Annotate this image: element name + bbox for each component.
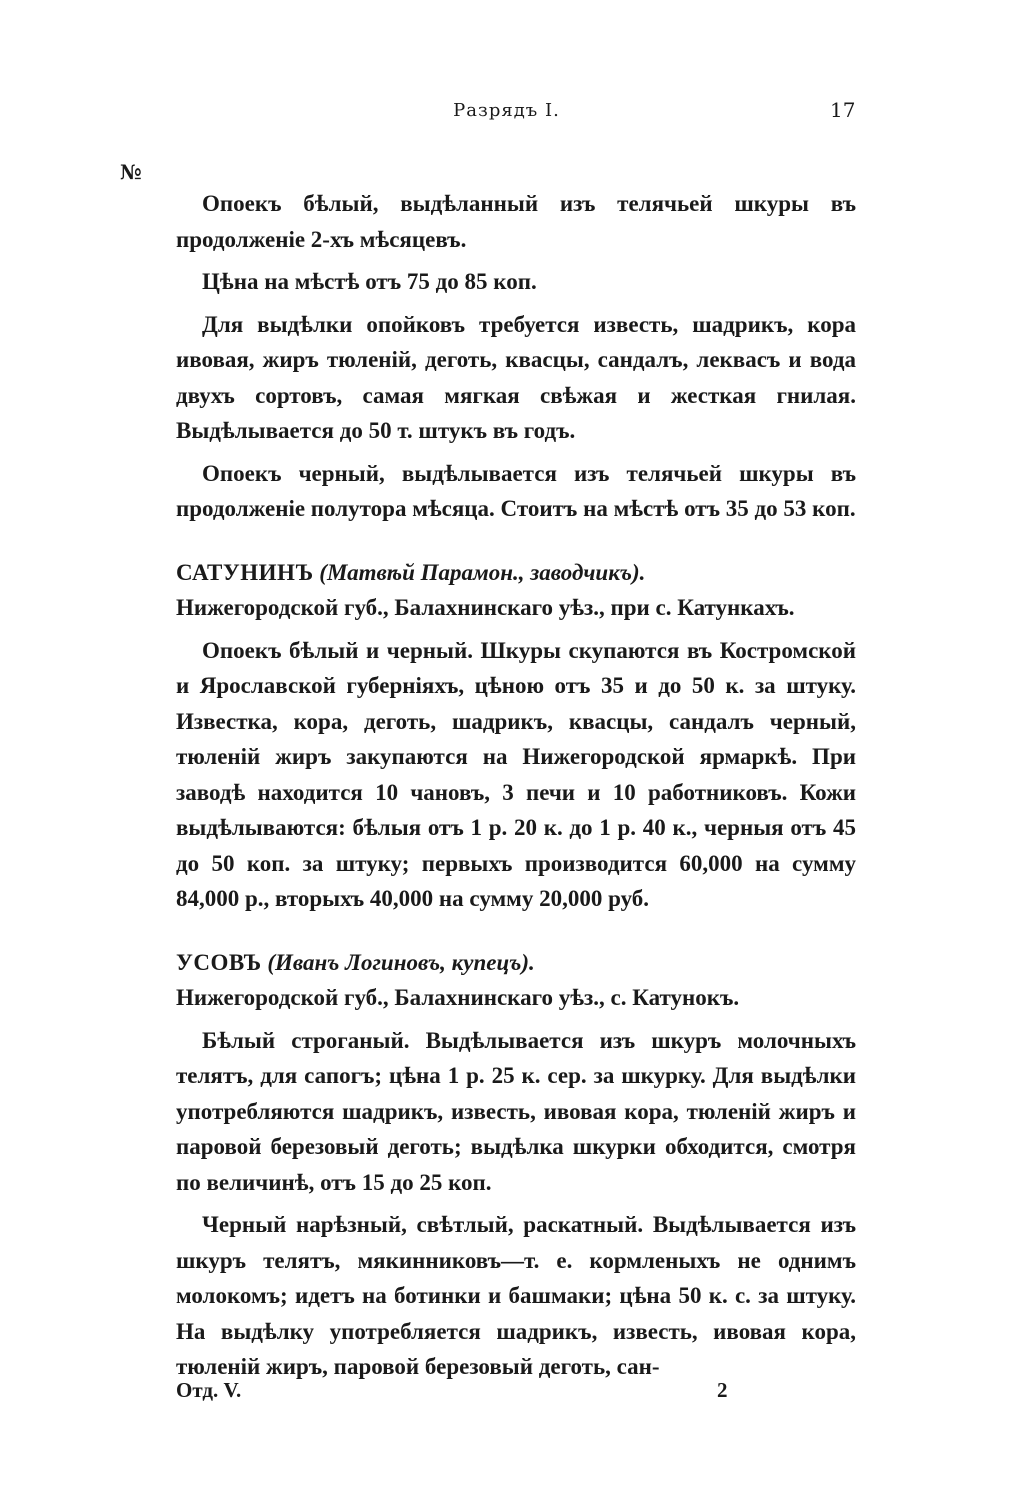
signature-mark: Отд. V.: [176, 1378, 242, 1402]
paragraph: Опоекъ черный, выдѣлывается изъ телячьей шкуры въ продолженіе полутора мѣсяца. Стоитъ на мѣстѣ отъ 35 до 53 коп.: [176, 460, 856, 521]
firm-heading: [176, 945, 856, 981]
paragraph: Черный нарѣзный, свѣтлый, раскатный. Выдѣлывается изъ шкуръ телятъ, мякинниковъ—т. е. кормленыхъ не однимъ молокомъ; идетъ на ботинки и башмаки; цѣна 50 к. с. за штуку. На выдѣлку употребляется шадрикъ, известь, ивовая кора, тюленій жиръ, паровой березовый деготь, сан-: [176, 1212, 856, 1379]
margin-number-mark: №: [120, 160, 142, 184]
running-head: Разрядъ I.: [453, 100, 560, 121]
firm-description: (Матвѣй Парамон., заводчикъ).: [319, 559, 646, 585]
firm-name: УСОВЪ: [176, 949, 262, 975]
paragraph: Цѣна на мѣстѣ отъ 75 до 85 коп.: [202, 269, 537, 294]
page-number: 17: [830, 98, 856, 122]
sheet-number: 2: [717, 1378, 728, 1402]
firm-location: Нижегородской губ., Балахнинскаго уѣз., при с. Катункахъ.: [176, 595, 795, 620]
firm-heading: [176, 555, 856, 591]
firm-description: (Иванъ Логиновъ, купецъ).: [267, 949, 535, 975]
firm-location: Нижегородской губ., Балахнинскаго уѣз., с. Катунокъ.: [176, 985, 740, 1010]
paragraph: Для выдѣлки опойковъ требуется известь, шадрикъ, кора ивовая, жиръ тюленій, деготь, квасцы, сандалъ, леквасъ и вода двухъ сортовъ, самая мягкая свѣжая и жесткая гнилая. Выдѣлывается до 50 т. штукъ въ годъ.: [176, 311, 856, 443]
paragraph: Опоекъ бѣлый и черный. Шкуры скупаются въ Костромской и Ярославской губерніяхъ, цѣною отъ 35 и до 50 к. за штуку. Известка, кора, деготь, шадрикъ, квасцы, сандалъ черный, тюленій жиръ закупаются на Нижегородской ярмаркѣ. При заводѣ находится 10 чановъ, 3 печи и 10 работниковъ. Кожи выдѣлываются: бѣлыя отъ 1 р. 20 к. до 1 р. 40 к., черныя отъ 45 до 50 коп. за штуку; первыхъ производится 60,000 на сумму 84,000 р., вторыхъ 40,000 на сумму 20,000 руб.: [176, 637, 856, 911]
paragraph: Опоекъ бѣлый, выдѣланный изъ телячьей шкуры въ продолженіе 2-хъ мѣсяцевъ.: [176, 191, 856, 252]
firm-name: САТУНИНЪ: [176, 559, 314, 585]
body-text: [176, 186, 856, 1385]
paragraph: Бѣлый строганый. Выдѣлывается изъ шкуръ молочныхъ телятъ, для сапогъ; цѣна 1 р. 25 к. сер. за шкурку. Для выдѣлки употребляются шадрикъ, известь, ивовая кора, тюленій жиръ и паровой березовый деготь; выдѣлка шкурки обходится, смотря по величинѣ, отъ 15 до 25 коп.: [176, 1027, 856, 1195]
